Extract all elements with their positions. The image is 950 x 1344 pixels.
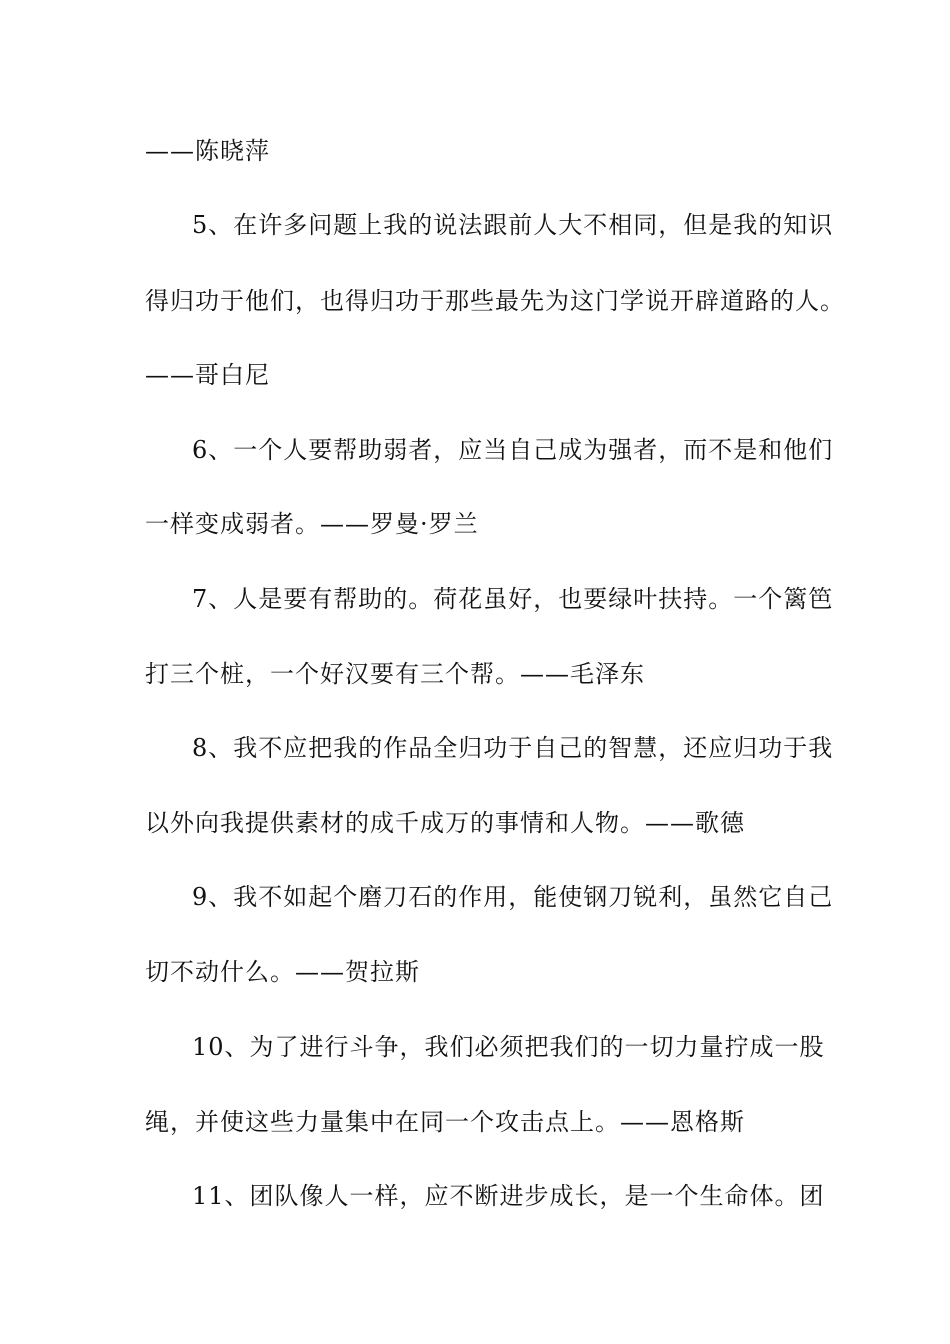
text-line: 10、为了进行斗争，我们必须把我们的一切力量拧成一股: [192, 1033, 825, 1061]
text-line: 绳，并使这些力量集中在同一个攻击点上。——恩格斯: [145, 1108, 745, 1136]
text-line: 切不动什么。——贺拉斯: [145, 958, 420, 986]
text-line: 得归功于他们，也得归功于那些最先为这门学说开辟道路的人。: [145, 287, 845, 315]
text-line: 一样变成弱者。——罗曼·罗兰: [145, 510, 479, 538]
text-line: 7、人是要有帮助的。荷花虽好，也要绿叶扶持。一个篱笆: [192, 585, 834, 613]
text-line: 5、在许多问题上我的说法跟前人大不相同，但是我的知识: [192, 211, 834, 239]
text-line: 以外向我提供素材的成千成万的事情和人物。——歌德: [145, 809, 745, 837]
text-line: 11、团队像人一样，应不断进步成长，是一个生命体。团: [192, 1182, 825, 1210]
text-line: 9、我不如起个磨刀石的作用，能使钢刀锐利，虽然它自己: [192, 883, 834, 911]
text-line: 8、我不应把我的作品全归功于自己的智慧，还应归功于我: [192, 734, 834, 762]
text-line: ——哥白尼: [145, 361, 270, 389]
text-line: 打三个桩，一个好汉要有三个帮。——毛泽东: [145, 660, 645, 688]
text-line: ——陈晓萍: [145, 137, 270, 165]
text-line: 6、一个人要帮助弱者，应当自己成为强者，而不是和他们: [192, 436, 834, 464]
